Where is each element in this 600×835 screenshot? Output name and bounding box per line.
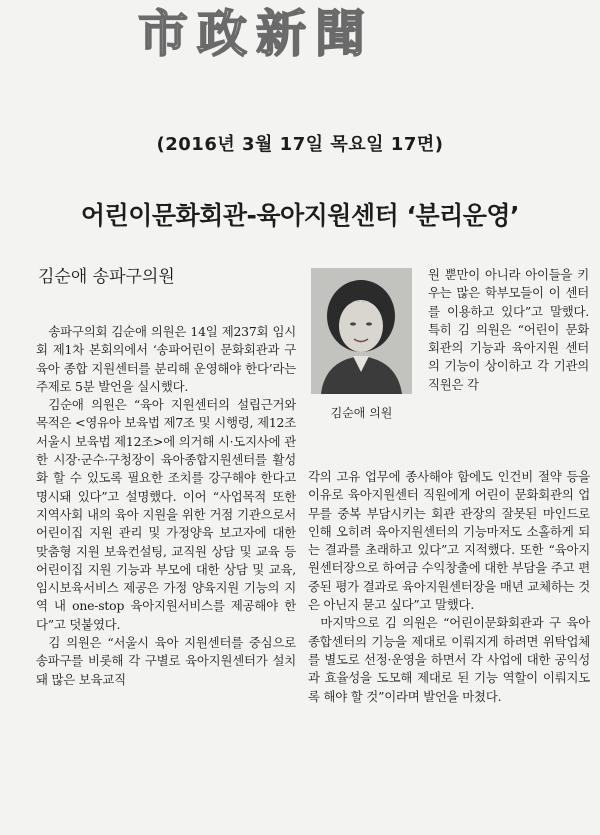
councilor-portrait-photo bbox=[311, 268, 412, 394]
article-right-column-bottom bbox=[308, 468, 590, 706]
newspaper-masthead: 市政新聞 bbox=[138, 4, 374, 63]
article-paragraph: 송파구의회 김순애 의원은 14일 제237회 임시회 제1차 본회의에서 ‘송파어린이 문화회관과 구 육아 종합 지원센터를 분리해 운영해야 한다’라는 주제로 5분 발언을 실시했다. bbox=[36, 324, 296, 394]
article-paragraph: 각의 고유 업무에 종사해야 함에도 인건비 절약 등을 이유로 육아지원센터 직원에게 어린이 문화회관의 업무를 중복 부담시키는 회관 관장의 잘못된 마인드로 인해 오히려 육아지원센터의 기능마저도 소홀하게 되는 결과를 초래하고 있다”고 지적했다. 또한 “육아지원센터장으로 하여금 수익창출에 대한 부담을 주고 편중된 평가 결과로 육아지원센터장을 매년 교체하는 것은 아닌지 묻고 싶다”고 말했다. bbox=[308, 469, 590, 613]
article-paragraph: 김 의원은 “서울시 육아 지원센터를 중심으로 송파구를 비롯해 각 구별로 육아지원센터가 설치돼 많은 보육교직 bbox=[36, 635, 296, 687]
photo-caption: 김순애 의원 bbox=[330, 406, 393, 420]
article-right-column-top bbox=[428, 266, 589, 394]
article-byline: 김순애 송파구의원 bbox=[38, 267, 175, 287]
article-headline: 어린이문화회관-육아지원센터 ‘분리운영’ bbox=[80, 201, 520, 230]
article-paragraph: 김순애 의원은 “육아 지원센터의 설립근거와 목적은 <영유아 보육법 제7조 및 시행령, 제12조 서울시 보육법 제12조>에 의거해 시·도지사에 관한 시장·군수·구청장이 육아종합지원센터를 활성화 할 수 있도록 필요한 조치를 강구해야 한다고 명시돼 있다”고 설명했다. 이어 “사업목적 또한 지역사회 내의 육아 지원을 위한 거점 기관으로서 어린이집 지원 관리 및 가정양육 보고자에 대한 맞춤형 지원 보육컨설팅, 교직원 상담 및 교육 등 어린이집 지원 기능과 부모에 대한 상담 및 교육, 임시보육서비스 제공은 가정 양육지원 기능의 지역 내 one-stop 육아지원서비스를 제공해야 한다”고 덧붙였다. bbox=[36, 397, 296, 632]
portrait-image bbox=[311, 268, 412, 394]
article-paragraph: 마지막으로 김 의원은 “어린이문화회관과 구 육아종합센터의 기능을 제대로 이뤄지게 하려면 위탁업체를 별도로 선정·운영을 하면서 각 사업에 대한 공익성과 효율성을 도모해 제대로 된 기능 역할이 이뤄지도록 해야 할 것”이라며 발언을 마쳤다. bbox=[308, 615, 590, 704]
publication-date: (2016년 3월 17일 목요일 17면) bbox=[156, 134, 444, 155]
article-left-column bbox=[36, 323, 296, 689]
article-paragraph: 원 뿐만이 아니라 아이들을 키우는 많은 학부모들이 이 센터를 이용하고 있다”고 말했다. 특히 김 의원은 “어린이 문화회관의 기능과 육아지원 센터의 기능이 상이하고 각 기관의 직원은 각 bbox=[428, 267, 589, 392]
